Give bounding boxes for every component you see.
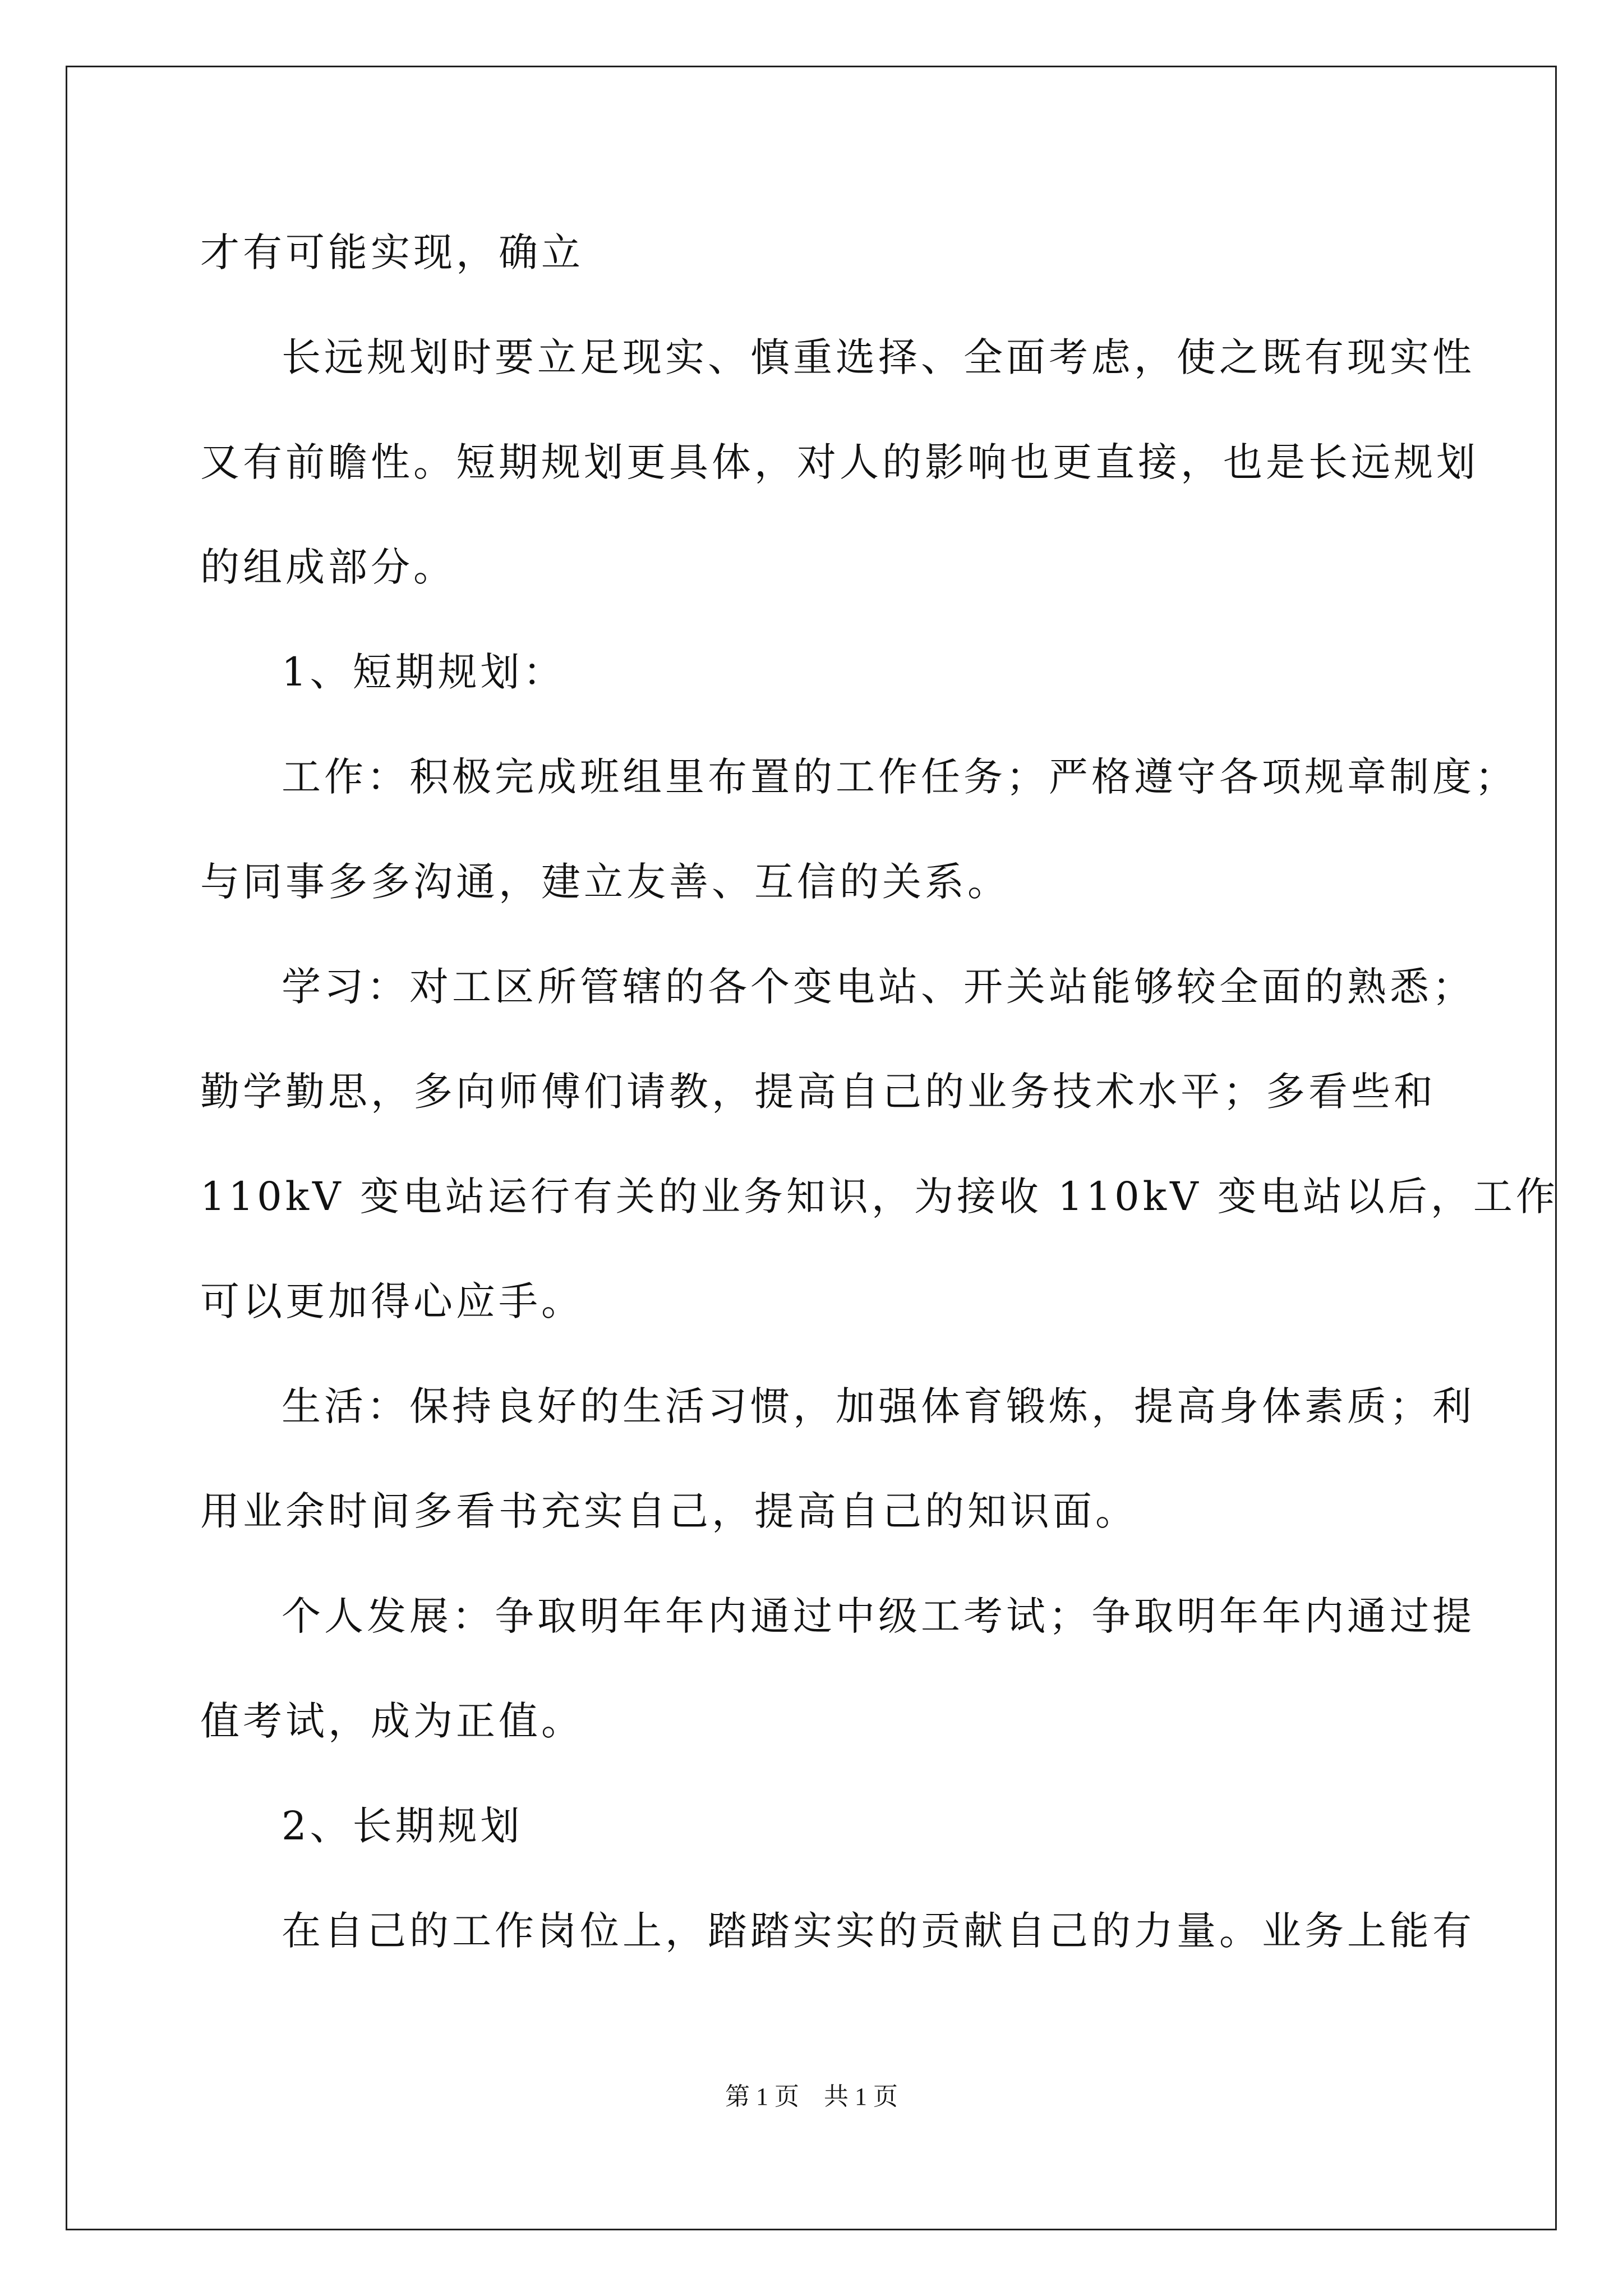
text-line: 才有可能实现，确立 xyxy=(200,229,584,275)
paragraph-line: 工作：积极完成班组里布置的工作任务；严格遵守各项规章制度； xyxy=(282,754,1518,800)
page-number-footer: 第 1 页 共 1 页 xyxy=(725,2083,898,2110)
text-line: 又有前瞻性。短期规划更具体，对人的影响也更直接，也是长远规划 xyxy=(200,439,1479,485)
paragraph-line: 在自己的工作岗位上，踏踏实实的贡献自己的力量。业务上能有 xyxy=(282,1908,1475,1954)
text-line: 110kV 变电站运行有关的业务知识，为接收 110kV 变电站以后，工作 xyxy=(200,1174,1559,1220)
paragraph-line: 生活：保持良好的生活习惯，加强体育锻炼，提高身体素质；利 xyxy=(282,1383,1475,1429)
text-line: 勤学勤思，多向师傅们请教，提高自己的业务技术水平；多看些和 xyxy=(200,1069,1436,1115)
section-heading: 1、短期规划： xyxy=(282,649,566,695)
paragraph-line: 长远规划时要立足现实、慎重选择、全面考虑，使之既有现实性 xyxy=(282,334,1475,380)
text-line: 与同事多多沟通，建立友善、互信的关系。 xyxy=(200,859,1010,905)
text-line: 的组成部分。 xyxy=(200,544,456,590)
text-line: 值考试，成为正值。 xyxy=(200,1698,584,1744)
text-line: 用业余时间多看书充实自己，提高自己的知识面。 xyxy=(200,1488,1138,1534)
paragraph-line: 学习：对工区所管辖的各个变电站、开关站能够较全面的熟悉； xyxy=(282,964,1475,1010)
text-line: 可以更加得心应手。 xyxy=(200,1278,584,1324)
paragraph-line: 个人发展：争取明年年内通过中级工考试；争取明年年内通过提 xyxy=(282,1593,1475,1639)
section-heading: 2、长期规划 xyxy=(282,1803,523,1849)
